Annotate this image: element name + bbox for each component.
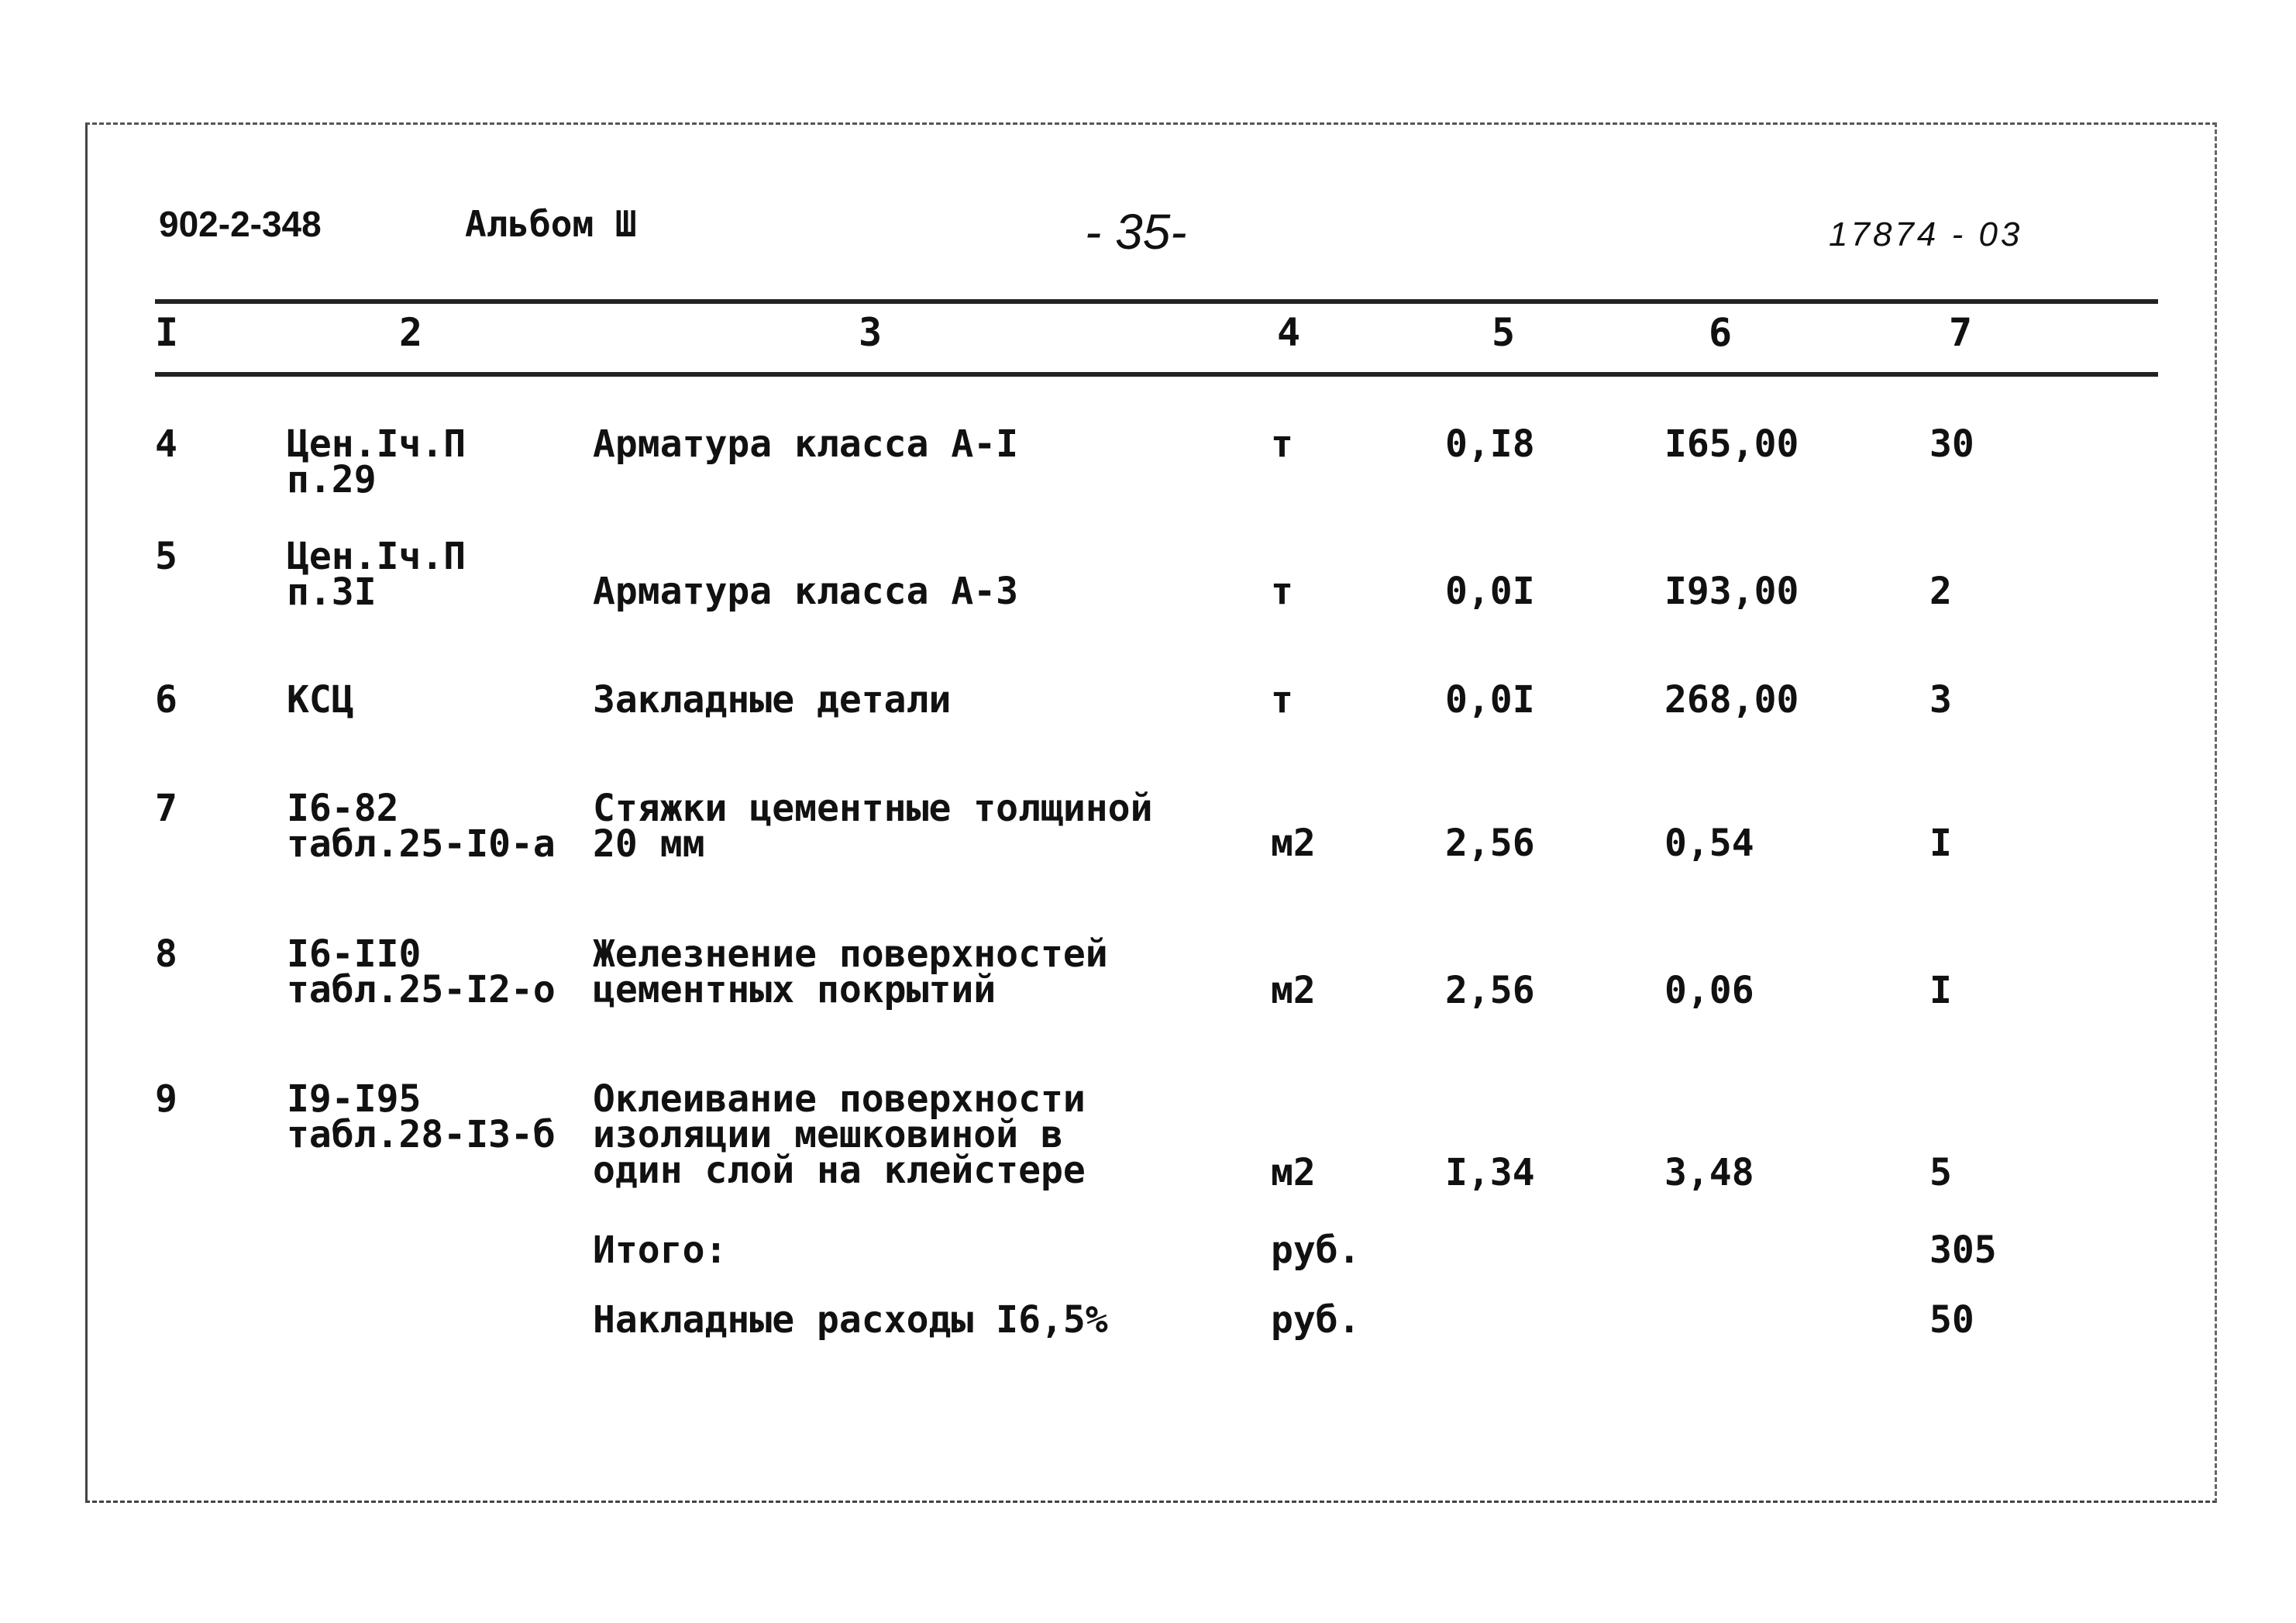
- row-unit: т: [1271, 570, 1293, 613]
- row-price: I93,00: [1664, 570, 1799, 613]
- row-unit: т: [1271, 422, 1293, 466]
- row-name: Арматура класса А-3: [593, 570, 1019, 613]
- page-number: - 35-: [1085, 204, 1187, 260]
- row-code: Цен.Iч.П п.29: [287, 422, 466, 501]
- summary-label: Итого:: [593, 1228, 728, 1272]
- row-number: 4: [155, 422, 177, 466]
- row-code: I6-82 табл.25-I0-а: [287, 787, 556, 866]
- row-price: 3,48: [1664, 1151, 1754, 1194]
- column-header: 2: [399, 310, 423, 355]
- row-quantity: I,34: [1445, 1151, 1535, 1194]
- column-header: 4: [1277, 310, 1301, 355]
- row-total: 30: [1929, 422, 1974, 466]
- row-price: 268,00: [1664, 678, 1799, 722]
- column-header: 6: [1709, 310, 1733, 355]
- summary-total: 50: [1929, 1298, 1974, 1342]
- row-unit: м2: [1271, 969, 1316, 1012]
- summary-label: Накладные расходы I6,5%: [593, 1298, 1108, 1342]
- row-total: 2: [1929, 570, 1952, 613]
- row-total: I: [1929, 822, 1952, 865]
- row-code: Цен.Iч.П п.3I: [287, 535, 466, 614]
- row-price: I65,00: [1664, 422, 1799, 466]
- row-quantity: 0,0I: [1445, 678, 1535, 722]
- row-total: 3: [1929, 678, 1952, 722]
- column-header: 3: [859, 310, 883, 355]
- table-top-rule: [155, 299, 2158, 304]
- row-quantity: 2,56: [1445, 969, 1535, 1012]
- row-unit: т: [1271, 678, 1293, 722]
- summary-unit: руб.: [1271, 1228, 1361, 1272]
- row-unit: м2: [1271, 1151, 1316, 1194]
- row-total: 5: [1929, 1151, 1952, 1194]
- row-name: Закладные детали: [593, 678, 952, 722]
- row-number: 8: [155, 932, 177, 976]
- row-unit: м2: [1271, 822, 1316, 865]
- row-number: 6: [155, 678, 177, 722]
- row-quantity: 0,I8: [1445, 422, 1535, 466]
- row-total: I: [1929, 969, 1952, 1012]
- row-quantity: 2,56: [1445, 822, 1535, 865]
- row-code: I6-II0 табл.25-I2-о: [287, 932, 556, 1011]
- row-number: 5: [155, 535, 177, 578]
- row-name: Арматура класса А-I: [593, 422, 1019, 466]
- row-price: 0,54: [1664, 822, 1754, 865]
- column-header: I: [155, 310, 179, 355]
- row-name: Стяжки цементные толщиной 20 мм: [593, 787, 1153, 866]
- row-number: 7: [155, 787, 177, 830]
- column-header: 5: [1492, 310, 1516, 355]
- row-name: Железнение поверхностей цементных покрытий: [593, 932, 1108, 1011]
- summary-total: 305: [1929, 1228, 1997, 1272]
- summary-unit: руб.: [1271, 1298, 1361, 1342]
- row-code: I9-I95 табл.28-I3-б: [287, 1077, 556, 1156]
- table-header-rule: [155, 372, 2158, 377]
- handwritten-code: 17874 - 03: [1829, 215, 2023, 253]
- column-header: 7: [1949, 310, 1973, 355]
- row-price: 0,06: [1664, 969, 1754, 1012]
- album-label: Альбом Ш: [465, 203, 637, 245]
- row-code: КСЦ: [287, 678, 354, 722]
- doc-number: 902-2-348: [159, 204, 322, 244]
- row-quantity: 0,0I: [1445, 570, 1535, 613]
- row-number: 9: [155, 1077, 177, 1121]
- row-name: Оклеивание поверхности изоляции мешковиной в один слой на клейстере: [593, 1077, 1086, 1192]
